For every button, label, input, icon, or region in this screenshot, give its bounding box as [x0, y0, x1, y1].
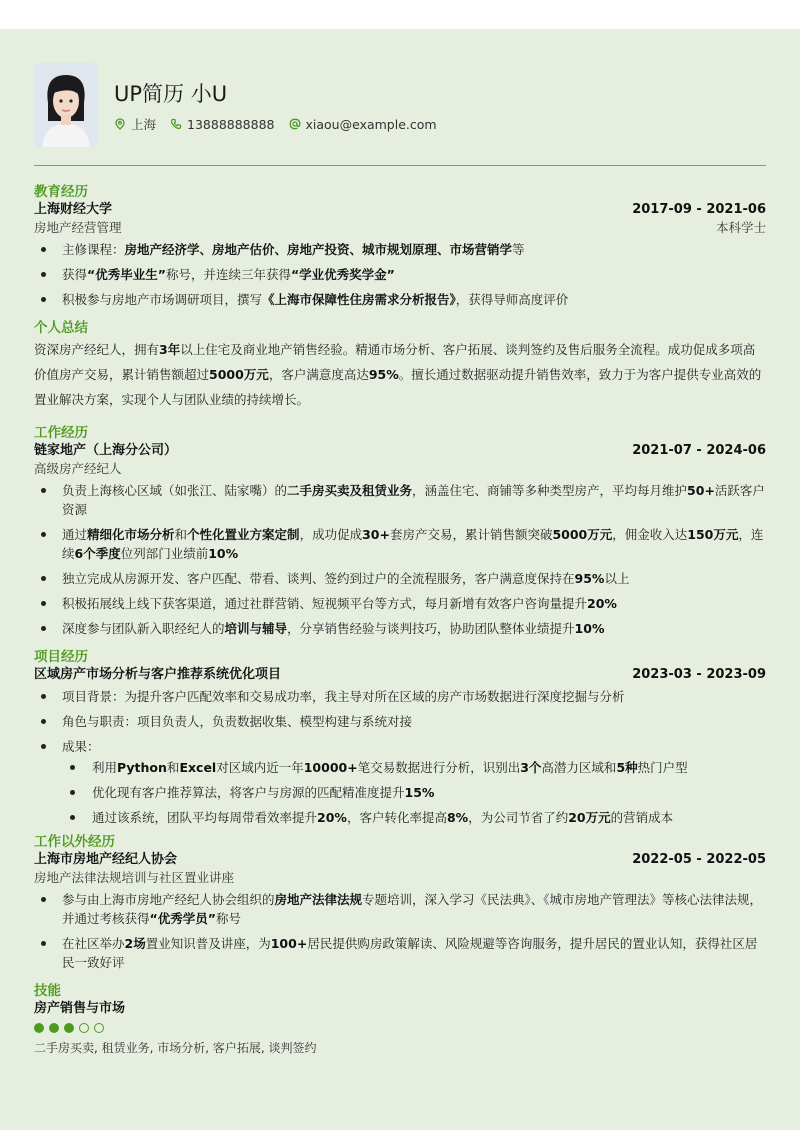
- bullet-item: 通过精细化市场分析和个性化置业方案定制，成功促成30+套房产交易，累计销售额突破5000万元，佣金收入达150万元，连续6个季度位列部门业绩前10%: [62, 525, 766, 563]
- bold-text: 10%: [208, 546, 239, 561]
- school-name: 上海财经大学: [34, 202, 113, 217]
- bullet-item: 优化现有客户推荐算法，将客户与房源的匹配精准度提升15%: [92, 783, 766, 802]
- extra-dates: 2022-05 - 2022-05: [632, 852, 766, 867]
- bold-text: 30+: [362, 527, 390, 542]
- bullet-item: 在社区举办2场置业知识普及讲座，为100+居民提供购房政策解读、风险规避等咨询服务，提升居民的置业认知，获得社区居民一致好评: [62, 934, 766, 972]
- skill-tags: 二手房买卖, 租赁业务, 市场分析, 客户拓展, 谈判签约: [34, 1041, 317, 1055]
- education-subrow: [34, 219, 766, 237]
- full-name: UP简历 小U: [114, 82, 228, 106]
- skill-name: 房产销售与市场: [34, 1001, 126, 1016]
- contact-email: [289, 117, 437, 132]
- bold-text: 房地产法律法规: [274, 892, 363, 907]
- bold-text: 100+: [270, 936, 308, 951]
- skill-dot-empty: [94, 1023, 104, 1033]
- section-title-work: 工作经历: [34, 425, 88, 441]
- bold-text: 95%: [368, 367, 399, 382]
- education-section: [34, 183, 766, 309]
- bold-text: 6个季度: [74, 546, 121, 561]
- profile-photo: [34, 63, 98, 147]
- bold-text: 个性化置业方案定制: [187, 527, 300, 542]
- bold-text: 《上海市保障性住房需求分析报告》: [262, 292, 456, 307]
- skill-dot-filled: [49, 1023, 59, 1033]
- bold-text: 3个: [520, 760, 542, 775]
- skill-dot-filled: [34, 1023, 44, 1033]
- extra-bullets: [34, 890, 766, 972]
- section-title-summary: 个人总结: [34, 320, 88, 336]
- bullet-item: 负责上海核心区域（如张江、陆家嘴）的二手房买卖及租赁业务，涵盖住宅、商铺等多种类型房产，平均每月维护50+活跃客户资源: [62, 483, 765, 517]
- bullet-item: 参与由上海市房地产经纪人协会组织的房地产法律法规专题培训，深入学习《民法典》、《城市房地产管理法》等核心法律法规，并通过考核获得“优秀学员”称号: [62, 890, 766, 928]
- bullet-item: 角色与职责：项目负责人，负责数据收集、模型构建与系统对接: [62, 712, 766, 731]
- bold-text: 15%: [404, 785, 435, 800]
- project-name: 区域房产市场分析与客户推荐系统优化项目: [34, 667, 282, 682]
- location-text: 上海: [131, 117, 157, 132]
- bold-text: 5000万元: [552, 527, 613, 542]
- resume-page: [0, 29, 800, 1130]
- bold-text: 20%: [317, 810, 347, 825]
- section-title-project: 项目经历: [34, 649, 88, 665]
- skill-dot-empty: [79, 1023, 89, 1033]
- bold-text: “优秀学员”: [149, 911, 216, 926]
- phone-text: 13888888888: [187, 116, 275, 132]
- section-title-skills: 技能: [34, 983, 61, 999]
- bold-text: 10000+: [303, 760, 358, 775]
- bold-text: Python: [117, 760, 167, 775]
- bullet-item: 成果：: [62, 737, 766, 756]
- bullet-item: 项目背景：为提升客户匹配效率和交易成功率，我主导对所在区域的房产市场数据进行深度挖掘与分析: [62, 687, 766, 706]
- contact-location: [114, 115, 156, 133]
- project-results: [34, 758, 766, 827]
- education-dates: 2017-09 - 2021-06: [632, 202, 766, 217]
- bold-text: 150万元: [687, 527, 739, 542]
- bold-text: 10%: [574, 621, 605, 636]
- contact-phone: [170, 117, 274, 132]
- bold-text: “优秀毕业生”: [87, 267, 166, 282]
- resume-header: [34, 29, 766, 166]
- bold-text: 2场: [124, 936, 146, 951]
- education-bullets: [34, 240, 766, 309]
- extra-role: 房地产法律法规培训与社区置业讲座: [34, 870, 235, 885]
- extra-section: [34, 833, 766, 972]
- at-sign-icon: [289, 118, 301, 130]
- bold-text: 3年: [159, 342, 181, 357]
- job-title: 高级房产经纪人: [34, 461, 122, 476]
- bullet-item: 独立完成从房源开发、客户匹配、带看、谈判、签约到过户的全流程服务，客户满意度保持在95%以上: [62, 569, 766, 588]
- project-section: [34, 648, 766, 827]
- email-text: xiaou@example.com: [305, 116, 437, 132]
- bullet-item: 积极参与房地产市场调研项目，撰写《上海市保障性住房需求分析报告》，获得导师高度评价: [62, 290, 766, 309]
- bold-text: 50+: [687, 483, 715, 498]
- bold-text: Excel: [179, 760, 217, 775]
- org-name: 上海市房地产经纪人协会: [34, 852, 178, 867]
- major: 房地产经营管理: [34, 220, 122, 235]
- bullet-item: 获得“优秀毕业生”称号，并连续三年获得“学业优秀奖学金”: [62, 265, 766, 284]
- bullet-item: 通过该系统，团队平均每周带看效率提升20%，客户转化率提高8%，为公司节省了约20万元的营销成本: [92, 808, 766, 827]
- bold-text: 8%: [446, 810, 469, 825]
- bold-text: 5000万元: [209, 367, 269, 382]
- skill-level-dots: [34, 1023, 766, 1033]
- section-title-extra: 工作以外经历: [34, 834, 115, 850]
- bold-text: 培训与辅导: [224, 621, 288, 636]
- bold-text: 95%: [574, 571, 605, 586]
- bold-text: 5种: [616, 760, 638, 775]
- work-dates: 2021-07 - 2024-06: [632, 443, 766, 458]
- project-row: [34, 666, 766, 684]
- skills-section: [34, 982, 766, 1056]
- section-title-education: 教育经历: [34, 184, 88, 200]
- work-row: [34, 442, 766, 460]
- bold-text: 房地产经济学、房地产估价、房地产投资、城市规划原理、市场营销学: [124, 242, 513, 257]
- phone-icon: [170, 118, 182, 130]
- location-pin-icon: [114, 118, 126, 130]
- bold-text: 20%: [587, 596, 617, 611]
- work-bullets: [34, 481, 766, 638]
- contact-info: [114, 115, 451, 133]
- project-bullets: [34, 687, 766, 756]
- project-dates: 2023-03 - 2023-09: [632, 667, 766, 682]
- bold-text: 二手房买卖及租赁业务: [287, 483, 413, 498]
- bullet-item: 利用Python和Excel对区域内近一年10000+笔交易数据进行分析，识别出3个高潜力区域和5种热门户型: [92, 758, 766, 777]
- bullet-item: 主修课程：房地产经济学、房地产估价、房地产投资、城市规划原理、市场营销学等: [62, 240, 766, 259]
- bullet-item: 深度参与团队新入职经纪人的培训与辅导，分享销售经验与谈判技巧，协助团队整体业绩提升10%: [62, 619, 766, 638]
- header-divider: [34, 165, 766, 166]
- degree: 本科学士: [715, 220, 766, 235]
- bold-text: “学业优秀奖学金”: [290, 267, 395, 282]
- extra-row: [34, 851, 766, 869]
- bold-text: 精细化市场分析: [87, 527, 175, 542]
- education-row: [34, 201, 766, 219]
- work-section: [34, 424, 766, 638]
- bold-text: 20万元: [568, 810, 611, 825]
- top-margin: [0, 0, 800, 29]
- bullet-item: 积极拓展线上线下获客渠道，通过社群营销、短视频平台等方式，每月新增有效客户咨询量提升20%: [62, 594, 766, 613]
- company-name: 链家地产（上海分公司）: [34, 443, 178, 458]
- skill-dot-filled: [64, 1023, 74, 1033]
- summary-text: 资深房产经纪人，拥有3年以上住宅及商业地产销售经验。精通市场分析、客户拓展、谈判签约及售后服务全流程。成功促成多项高价值房产交易，累计销售额超过5000万元，客户满意度高达95%。擅长通过数据驱动提升销售效率，致力于为客户提供专业高效的置业解决方案，实现个人与团队业绩的持续增长。: [34, 342, 762, 407]
- summary-section: [34, 319, 766, 412]
